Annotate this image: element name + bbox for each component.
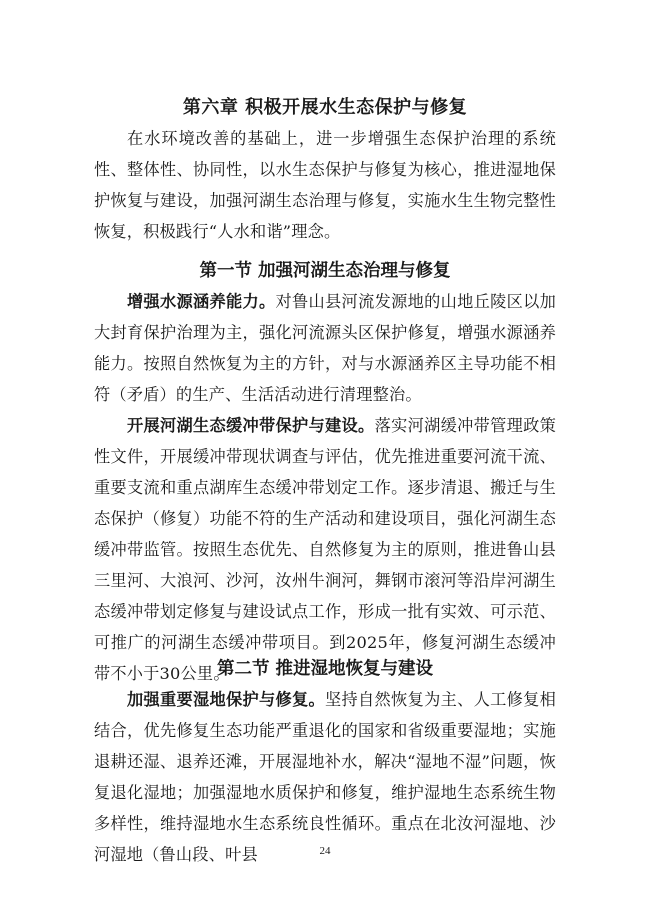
chapter-intro-paragraph: 在水环境改善的基础上，进一步增强生态保护治理的系统性、整体性、协同性，以水生态保护与修复为核心，推进湿地保护恢复与建设，加强河湖生态治理与修复，实施水生生物完整性恢复，积极践行“人水和谐”理念。 — [94, 129, 556, 241]
paragraph-lead-text: 开展河湖生态缓冲带保护与建设。 — [127, 416, 375, 435]
section-2-paragraph-1 — [94, 684, 556, 870]
paragraph-body-text: 对鲁山县河流发源地的山地丘陵区以加大封育保护治理为主，强化河流源头区保护修复，增强水源涵养能力。按照自然恢复为主的方针，对与水源涵养区主导功能不相符（矛盾）的生产、生活活动进行清理整治。 — [94, 292, 556, 404]
paragraph-lead-text: 增强水源涵养能力。 — [127, 292, 276, 311]
section-1-paragraph-1 — [94, 286, 556, 410]
chapter-title: 第六章 积极开展水生态保护与修复 — [182, 97, 468, 118]
section-2-title: 第二节 推进湿地恢复与建设 — [216, 659, 434, 679]
paragraph-body-text: 落实河湖缓冲带管理政策性文件，开展缓冲带现状调查与评估，优先推进重要河流干流、重要支流和重点湖库生态缓冲带划定工作。逐步清退、搬迁与生态保护（修复）功能不符的生产活动和建设项目，强化河湖生态缓冲带监管。按照生态优先、自然修复为主的原则，推进鲁山县三里河、大浪河、沙河，汝州牛涧河，舞钢市滚河等沿岸河湖生态缓冲带划定修复与建设试点工作，形成一批有实效、可示范、可推广的河湖生态缓冲带项目。到2025年，修复河湖生态缓冲带不小于30公里。 — [94, 416, 557, 683]
paragraph-lead-text: 加强重要湿地保护与修复。 — [127, 690, 326, 709]
section-1-paragraph-2 — [94, 410, 556, 689]
section-1-title: 第一节 加强河湖生态治理与修复 — [199, 261, 451, 281]
paragraph-body-text: 坚持自然恢复为主、人工修复相结合，优先修复生态功能严重退化的国家和省级重要湿地；实施退耕还湿、退养还滩，开展湿地补水，解决“湿地不湿”问题，恢复退化湿地；加强湿地水质保护和修复，维护湿地生态系统生物多样性，维持湿地水生态系统良性循环。重点在北汝河湿地、沙河湿地（鲁山段、叶县 — [94, 690, 556, 864]
page-number: 24 — [319, 845, 331, 857]
